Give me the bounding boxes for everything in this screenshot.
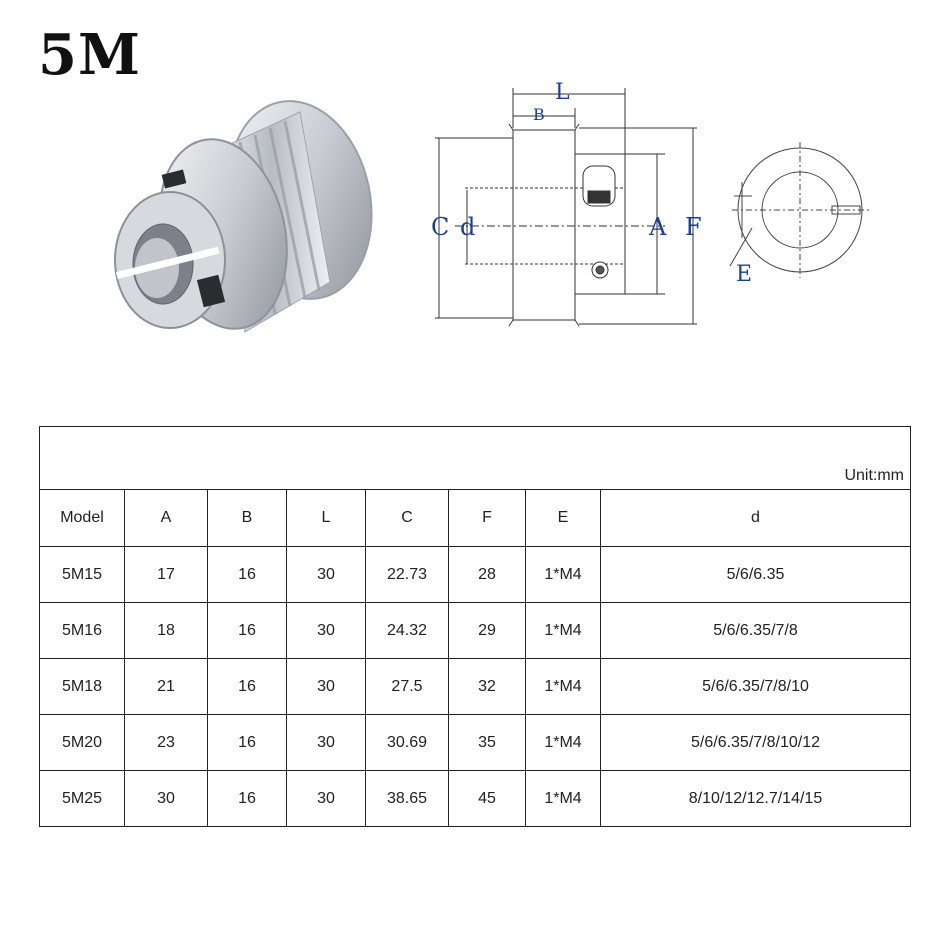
cell-a: 30 (125, 771, 208, 827)
cell-a: 23 (125, 715, 208, 771)
label-d: d (460, 213, 476, 241)
cell-l: 30 (287, 603, 366, 659)
table-row (40, 659, 911, 715)
cell-b: 16 (208, 659, 287, 715)
cell-e: 1*M4 (526, 603, 601, 659)
cell-c: 24.32 (366, 603, 449, 659)
table-row (40, 715, 911, 771)
cell-b: 16 (208, 771, 287, 827)
cell-f: 29 (449, 603, 526, 659)
table-header-row (40, 490, 911, 547)
header-l: L (287, 490, 366, 547)
label-A: A (649, 213, 667, 241)
cell-a: 17 (125, 547, 208, 603)
cell-a: 18 (125, 603, 208, 659)
header-model: Model (40, 490, 125, 547)
cell-c: 30.69 (366, 715, 449, 771)
header-f: F (449, 490, 526, 547)
cell-model: 5M16 (40, 603, 125, 659)
label-E: E (736, 262, 753, 287)
cell-e: 1*M4 (526, 659, 601, 715)
cell-b: 16 (208, 547, 287, 603)
cell-l: 30 (287, 715, 366, 771)
spec-table (39, 426, 911, 827)
label-L: L (555, 80, 570, 105)
end-view-drawing (712, 138, 877, 288)
cell-model: 5M15 (40, 547, 125, 603)
cell-a: 21 (125, 659, 208, 715)
cell-l: 30 (287, 659, 366, 715)
cell-e: 1*M4 (526, 771, 601, 827)
table-row (40, 603, 911, 659)
cell-d: 8/10/12/12.7/14/15 (601, 771, 911, 827)
cell-f: 45 (449, 771, 526, 827)
cell-e: 1*M4 (526, 547, 601, 603)
cell-d: 5/6/6.35/7/8/10 (601, 659, 911, 715)
cell-c: 38.65 (366, 771, 449, 827)
cell-f: 35 (449, 715, 526, 771)
cell-d: 5/6/6.35 (601, 547, 911, 603)
label-C: C (431, 213, 450, 241)
cell-model: 5M20 (40, 715, 125, 771)
cell-b: 16 (208, 715, 287, 771)
cell-e: 1*M4 (526, 715, 601, 771)
cell-f: 32 (449, 659, 526, 715)
table-row (40, 771, 911, 827)
cell-l: 30 (287, 771, 366, 827)
header-e: E (526, 490, 601, 547)
label-B: B (533, 105, 545, 124)
cell-f: 28 (449, 547, 526, 603)
page-title: 5M (38, 22, 141, 88)
cell-l: 30 (287, 547, 366, 603)
header-d: d (601, 490, 911, 547)
cell-c: 27.5 (366, 659, 449, 715)
cell-b: 16 (208, 603, 287, 659)
label-F: F (685, 213, 702, 241)
unit-label: Unit:mm (40, 427, 911, 490)
dimension-drawing (425, 78, 725, 338)
table-row (40, 547, 911, 603)
cell-model: 5M18 (40, 659, 125, 715)
header-c: C (366, 490, 449, 547)
header-a: A (125, 490, 208, 547)
cell-c: 22.73 (366, 547, 449, 603)
cell-model: 5M25 (40, 771, 125, 827)
cell-d: 5/6/6.35/7/8/10/12 (601, 715, 911, 771)
pulley-photo (95, 82, 385, 352)
header-b: B (208, 490, 287, 547)
cell-d: 5/6/6.35/7/8 (601, 603, 911, 659)
